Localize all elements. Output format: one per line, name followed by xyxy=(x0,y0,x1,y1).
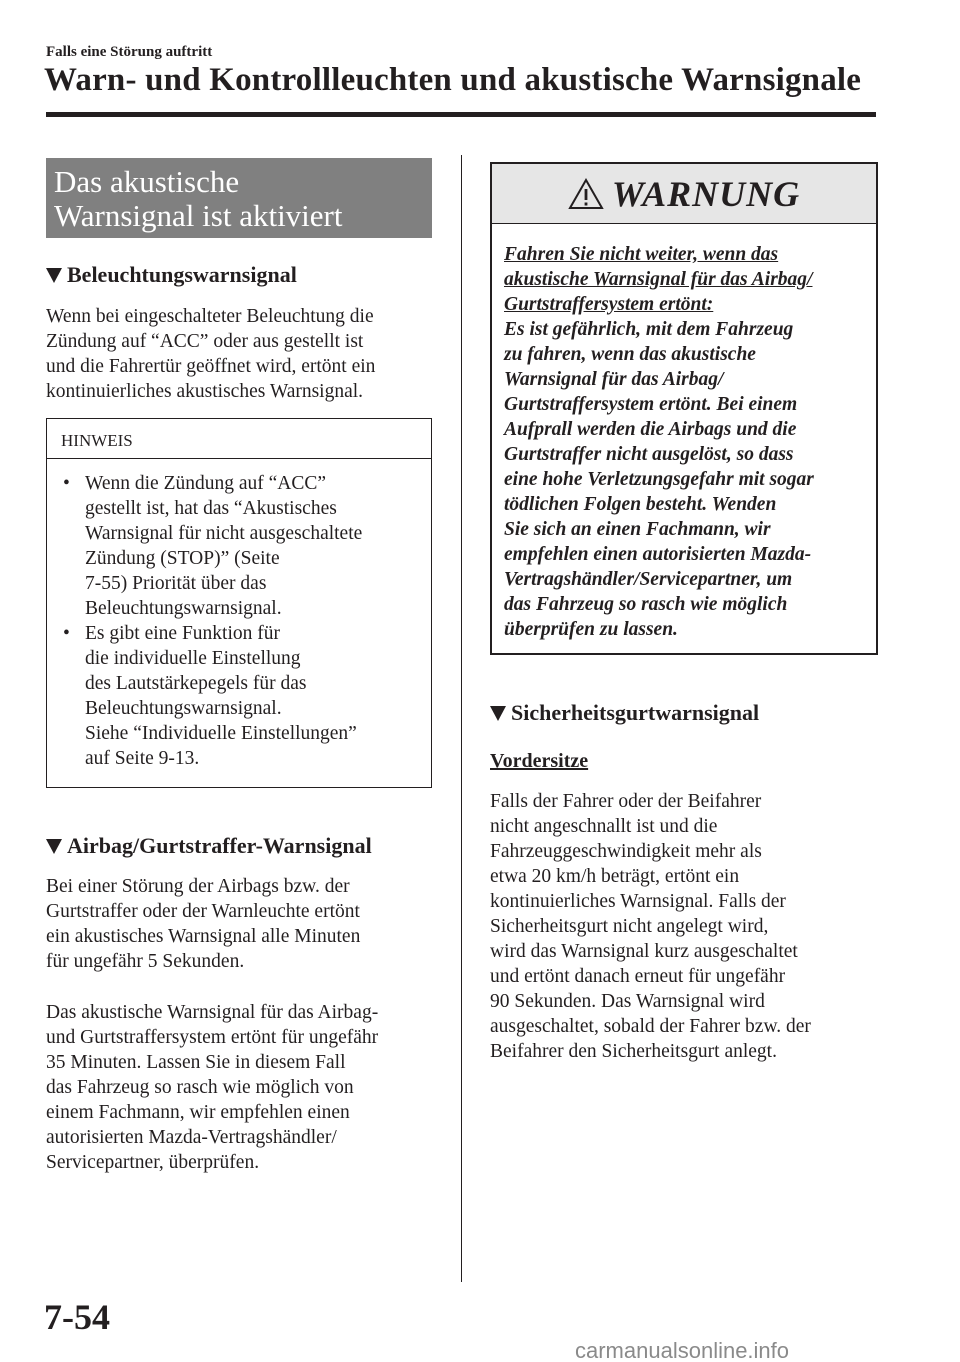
column-divider xyxy=(461,155,462,1282)
footer-watermark: carmanualsonline.info xyxy=(575,1338,790,1362)
text-line: und die Fahrertür geöffnet wird, ertönt ein xyxy=(46,356,376,377)
text-line: wird das Warnsignal kurz ausgeschaltet xyxy=(490,941,798,962)
text-line: Das akustische Warnsignal für das Airbag- xyxy=(46,1002,379,1023)
hinweis-item xyxy=(61,621,431,771)
section-banner-line1: Das akustische xyxy=(54,164,240,199)
text-line: das Fahrzeug so rasch wie möglich von xyxy=(46,1077,354,1098)
warnung-title: WARNUNG xyxy=(611,173,801,214)
hinweis-label: HINWEIS xyxy=(47,419,431,459)
gurt-subheading: Vordersitze xyxy=(490,750,589,772)
text-line: Sie sich an einen Fachmann, wir xyxy=(504,519,771,540)
section-banner xyxy=(46,158,432,238)
text-line: Sicherheitsgurt nicht angelegt wird, xyxy=(490,916,769,937)
text-line: akustische Warnsignal für das Airbag/ xyxy=(504,269,813,290)
text-line: Es gibt eine Funktion für xyxy=(85,623,280,644)
text-line: Fahren Sie nicht weiter, wenn das xyxy=(504,244,779,265)
text-line: und Gurtstraffersystem ertönt für ungefähr xyxy=(46,1027,379,1048)
text-line: Gurtstraffersystem ertönt: xyxy=(504,294,714,315)
beleuchtung-heading xyxy=(46,262,297,288)
text-line: überprüfen zu lassen. xyxy=(504,619,678,640)
text-line: Beifahrer den Sicherheitsgurt anlegt. xyxy=(490,1041,777,1062)
text-line: einem Fachmann, wir empfehlen einen xyxy=(46,1102,350,1123)
text-line: Falls der Fahrer oder der Beifahrer xyxy=(490,791,762,812)
text-line: autorisierten Mazda-Vertragshändler/ xyxy=(46,1127,337,1148)
text-line: zu fahren, wenn das akustische xyxy=(504,344,756,365)
bullet-dot: • xyxy=(63,473,70,494)
text-line: kontinuierliches akustisches Warnsignal. xyxy=(46,381,364,402)
text-line: 35 Minuten. Lassen Sie in diesem Fall xyxy=(46,1052,346,1073)
text-line: Servicepartner, überprüfen. xyxy=(46,1152,260,1173)
text-line: Gurtstraffer oder der Warnleuchte ertönt xyxy=(46,901,360,922)
text-line: eine hohe Verletzungsgefahr mit sogar xyxy=(504,469,814,490)
hinweis-item xyxy=(61,471,431,621)
text-line: tödlichen Folgen besteht. Wenden xyxy=(504,494,777,515)
text-line: Aufprall werden die Airbags und die xyxy=(504,419,797,440)
text-line: ausgeschaltet, sobald der Fahrer bzw. der xyxy=(490,1016,811,1037)
beleuchtung-paragraph xyxy=(46,304,436,404)
text-line: Vertragshändler/Servicepartner, um xyxy=(504,569,793,590)
text-line: Beleuchtungswarnsignal. xyxy=(85,698,282,719)
triangle-bullet-icon xyxy=(46,839,62,854)
text-line: und ertönt danach erneut für ungefähr xyxy=(490,966,786,987)
airbag-heading-text: Airbag/Gurtstraffer-Warnsignal xyxy=(67,833,372,858)
text-line: auf Seite 9-13. xyxy=(85,748,200,769)
triangle-bullet-icon xyxy=(46,268,62,283)
text-line: die individuelle Einstellung xyxy=(85,648,301,669)
warning-triangle-icon xyxy=(568,178,604,210)
airbag-heading xyxy=(46,833,372,859)
text-line: empfehlen einen autorisierten Mazda- xyxy=(504,544,812,565)
hinweis-box xyxy=(46,418,432,788)
text-line: Bei einer Störung der Airbags bzw. der xyxy=(46,876,350,897)
triangle-bullet-icon xyxy=(490,706,506,721)
text-line: Zündung auf “ACC” oder aus gestellt ist xyxy=(46,331,364,352)
running-head: Falls eine Störung auftritt xyxy=(46,44,213,60)
text-line: Es ist gefährlich, mit dem Fahrzeug xyxy=(504,319,794,340)
text-line: Beleuchtungswarnsignal. xyxy=(85,598,282,619)
text-line: gestellt ist, hat das “Akustisches xyxy=(85,498,337,519)
page-title: Warn- und Kontrollleuchten und akustische Warnsignale xyxy=(44,62,862,98)
hinweis-list xyxy=(47,459,431,771)
warnung-box xyxy=(490,162,878,655)
text-line: Wenn die Zündung auf “ACC” xyxy=(85,473,327,494)
text-line: 7-55) Priorität über das xyxy=(85,573,267,594)
page-number: 7-54 xyxy=(44,1297,110,1337)
text-line: nicht angeschnallt ist und die xyxy=(490,816,718,837)
text-line: für ungefähr 5 Sekunden. xyxy=(46,951,245,972)
text-line: Warnsignal für das Airbag/ xyxy=(504,369,724,390)
gurt-heading-text: Sicherheitsgurtwarnsignal xyxy=(511,700,760,725)
text-line: Wenn bei eingeschalteter Beleuchtung die xyxy=(46,306,374,327)
warnung-header xyxy=(492,164,876,224)
title-rule xyxy=(46,112,876,117)
text-line: Siehe “Individuelle Einstellungen” xyxy=(85,723,357,744)
beleuchtung-heading-text: Beleuchtungswarnsignal xyxy=(67,262,297,287)
text-line: 90 Sekunden. Das Warnsignal wird xyxy=(490,991,765,1012)
text-line: das Fahrzeug so rasch wie möglich xyxy=(504,594,788,615)
text-line: Gurtstraffer nicht ausgelöst, so dass xyxy=(504,444,794,465)
text-line: Zündung (STOP)” (Seite xyxy=(85,548,280,569)
section-banner-line2: Warnsignal ist aktiviert xyxy=(54,198,343,233)
bullet-dot: • xyxy=(63,623,70,644)
warnung-body xyxy=(492,224,876,642)
text-line: des Lautstärkepegels für das xyxy=(85,673,307,694)
text-line: Warnsignal für nicht ausgeschaltete xyxy=(85,523,363,544)
text-line: etwa 20 km/h beträgt, ertönt ein xyxy=(490,866,740,887)
text-line: kontinuierliches Warnsignal. Falls der xyxy=(490,891,786,912)
gurt-heading xyxy=(490,700,759,726)
text-line: Fahrzeuggeschwindigkeit mehr als xyxy=(490,841,762,862)
text-line: ein akustisches Warnsignal alle Minuten xyxy=(46,926,361,947)
gurt-paragraph xyxy=(490,789,880,1064)
airbag-paragraph-1 xyxy=(46,874,436,974)
airbag-paragraph-2 xyxy=(46,1000,438,1175)
text-line: Gurtstraffersystem ertönt. Bei einem xyxy=(504,394,798,415)
